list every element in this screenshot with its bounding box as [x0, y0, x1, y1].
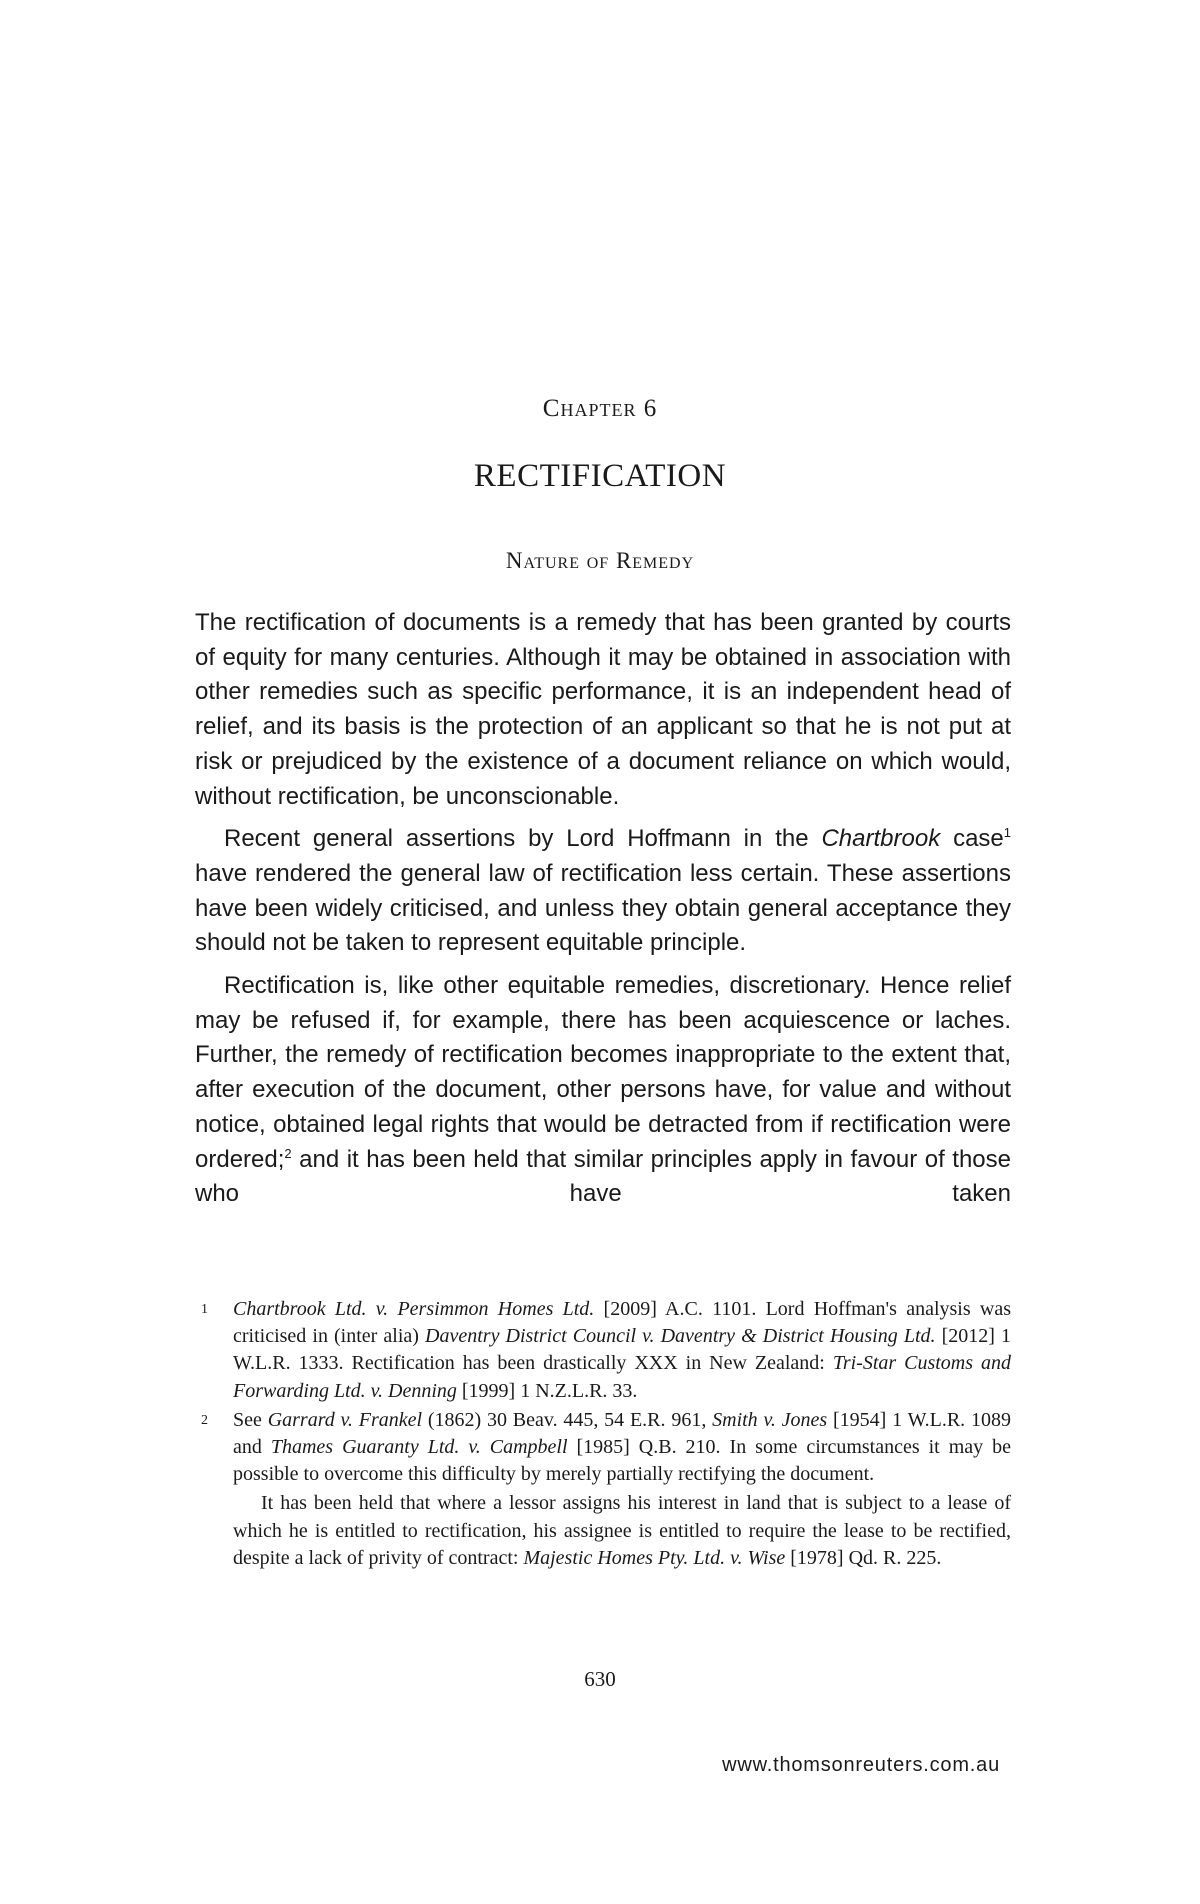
paragraph-1: The rectification of documents is a remedy that has been granted by courts of equity for many centuries. Although it may be obtained in association with other remedies such as specific performance, it is an independent head of relief, and its basis is the protection of an applicant so that he is not put at risk or prejudiced by the existence of a document reliance on which would, without rectification, be unconscionable. [195, 609, 1011, 810]
footnote-text: See [233, 1408, 268, 1431]
case-citation: Majestic Homes Pty. Ltd. v. Wise [523, 1546, 786, 1569]
case-citation: Smith v. Jones [712, 1408, 828, 1431]
footnote-1 [195, 1296, 1011, 1405]
footnote-ref-2[interactable]: 2 [284, 1145, 292, 1161]
footnote-text: [1985] Q.B. 210. In some circumstances it may be possible to overcome this difficulty by merely partially rectifying the document. [233, 1436, 1012, 1486]
footnote-mark: 2 [201, 1412, 208, 1428]
case-name-chartbrook: Chartbrook [821, 825, 941, 853]
footnote-2 [195, 1407, 1011, 1489]
footnote-text: (1862) 30 Beav. 445, 54 E.R. 961, [422, 1408, 713, 1431]
footnote-text: [1999] 1 N.Z.L.R. 33. [456, 1379, 638, 1402]
footnote-ref-1[interactable]: 1 [1003, 825, 1011, 841]
footnote-text: [1978] Qd. R. 225. [785, 1546, 942, 1569]
body-text [195, 606, 1011, 1212]
paragraph-2-text-b: case [940, 825, 1004, 853]
case-citation: Chartbrook Ltd. v. Persimmon Homes Ltd. [233, 1298, 595, 1320]
footnotes [195, 1296, 1011, 1572]
paragraph-3 [195, 969, 1011, 1212]
page-number: 630 [584, 1667, 616, 1691]
publisher-url[interactable]: www.thomsonreuters.com.au [722, 1754, 1000, 1776]
paragraph-2 [195, 822, 1011, 961]
footnote-text: [2012] 1 W.L.R. 1333. Rectification has been drastically XXX in New Zealand: [233, 1325, 1011, 1375]
footnote-text: [1954] 1 W.L.R. 1089 and [233, 1408, 1011, 1459]
footnote-text: It has been held that where a lessor assigns his interest in land that is subject to a lease of which he is entitled to rectification, his assignee is entitled to require the lease to be rectified, despite a lack of privity of contract: [233, 1492, 1011, 1569]
footnote-2-continuation [195, 1490, 1011, 1572]
chapter-title: RECTIFICATION [473, 458, 727, 494]
chapter-label: Chapter 6 [542, 395, 658, 422]
paragraph-3-text-a: Rectification is, like other equitable remedies, discretionary. Hence relief may be refused if, for example, there has been acquiescence or laches. Further, the remedy of rectification becomes inappropriate to the extent that, after execution of the document, other persons have, for value and without notice, obtained legal rights that would be detracted from if rectification were ordered; [195, 972, 1011, 1173]
footnote-text: [2009] A.C. 1101. Lord Hoffman's analysis was criticised in (inter alia) [233, 1298, 1011, 1348]
case-citation: Daventry District Council v. Daventry & District Housing Ltd. [425, 1325, 936, 1348]
paragraph-3-text-b: and it has been held that similar principles apply in favour of those who have taken [195, 1145, 1011, 1208]
case-citation: Thames Guaranty Ltd. v. Campbell [270, 1436, 568, 1459]
case-citation: Garrard v. Frankel [267, 1408, 423, 1431]
section-heading: Nature of Remedy [505, 548, 695, 573]
case-citation: Tri-Star Customs and Forwarding Ltd. v. Denning [233, 1352, 1011, 1402]
footnote-mark: 1 [201, 1302, 208, 1317]
paragraph-2-text-a: Recent general assertions by Lord Hoffmann in the [224, 825, 822, 853]
paragraph-2-text-c: have rendered the general law of rectification less certain. These assertions have been widely criticised, and unless they obtain general acceptance they should not be taken to represent equitable principle. [195, 859, 1011, 957]
